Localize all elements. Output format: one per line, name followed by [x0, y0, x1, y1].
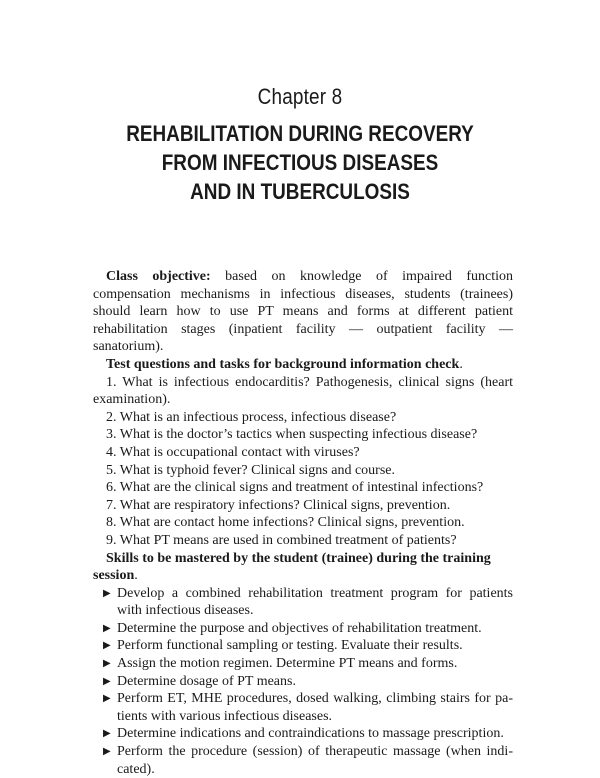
skill-item — [93, 743, 513, 778]
triangle-bullet-icon: ▶ — [103, 587, 111, 599]
skill-item — [93, 637, 513, 655]
chapter-title-line-2: FROM INFECTIOUS DISEASES — [161, 150, 439, 175]
skill-item — [93, 620, 513, 638]
skills-heading — [93, 550, 513, 585]
skill-item-text: Perform the procedure (session) of therapeutic massage (when indicated). — [117, 744, 513, 777]
question-item: 9. What PT means are used in combined treatment of patients? — [106, 532, 457, 548]
chapter-title — [0, 119, 600, 206]
question-item: 4. What is occupational contact with viruses? — [106, 444, 360, 460]
skill-item-text: Perform functional sampling or testing. Evaluate their results. — [117, 638, 463, 654]
skill-item-text: Determine the purpose and objectives of rehabilitation treatment. — [117, 620, 482, 636]
skill-item — [93, 673, 513, 691]
triangle-bullet-icon: ▶ — [103, 658, 111, 670]
triangle-bullet-icon: ▶ — [103, 640, 111, 652]
triangle-bullet-icon: ▶ — [103, 675, 111, 687]
question-item: 6. What are the clinical signs and treatment of intestinal infections? — [106, 480, 484, 496]
skill-item-text: Develop a combined rehabilitation treatment program for patients with infectious diseases. — [117, 585, 513, 619]
question-item: 1. What is infectious endocarditis? Pathogenesis, clinical signs (heart examination). — [93, 374, 513, 408]
skill-item — [93, 725, 513, 743]
skills-heading-text: Skills to be mastered by the student (trainee) during the training session — [93, 550, 491, 584]
chapter-body — [93, 268, 513, 778]
skill-item — [93, 690, 513, 725]
chapter-title-line-3: AND IN TUBERCULOSIS — [190, 179, 410, 204]
question-item: 3. What is the doctor’s tactics when suspecting infectious disease? — [106, 427, 478, 443]
triangle-bullet-icon: ▶ — [103, 693, 111, 705]
questions-heading-text: Test questions and tasks for background information check — [106, 356, 460, 372]
skills-heading-end: . — [134, 568, 138, 584]
skill-item — [93, 585, 513, 620]
question-item: 7. What are respiratory infections? Clinical signs, prevention. — [106, 497, 451, 513]
triangle-bullet-icon: ▶ — [103, 622, 111, 634]
questions-heading — [93, 356, 513, 374]
class-objective-text: based on knowledge of impaired function compensation mechanisms in infectious diseases, students (trainees) should learn how to use PT means and forms at different patient rehabilitation stages (inpatient facility — outpatient facility — sanatorium). — [93, 269, 513, 355]
questions-heading-end: . — [459, 356, 463, 372]
question-item: 8. What are contact home infections? Clinical signs, prevention. — [106, 515, 465, 531]
questions-list — [93, 374, 513, 550]
skill-item — [93, 655, 513, 673]
skill-item-text: Perform ET, MHE procedures, dosed walking, climbing stairs for patients with various infectious diseases. — [117, 691, 513, 724]
chapter-label — [42, 84, 558, 110]
question-item: 5. What is typhoid fever? Clinical signs and course. — [106, 462, 396, 478]
chapter-label-text: Chapter 8 — [257, 84, 343, 109]
skills-list — [93, 585, 513, 778]
triangle-bullet-icon: ▶ — [103, 728, 111, 740]
skill-item-text: Determine dosage of PT means. — [117, 673, 296, 689]
question-item: 2. What is an infectious process, infectious disease? — [106, 409, 397, 425]
class-objective-label: Class objective: — [106, 269, 211, 284]
chapter-title-line-1: REHABILITATION DURING RECOVERY — [126, 121, 474, 146]
class-objective-paragraph — [93, 268, 513, 356]
skill-item-text: Determine indications and contraindications to massage prescription. — [117, 726, 504, 742]
triangle-bullet-icon: ▶ — [103, 746, 111, 758]
skill-item-text: Assign the motion regimen. Determine PT means and forms. — [117, 656, 458, 672]
